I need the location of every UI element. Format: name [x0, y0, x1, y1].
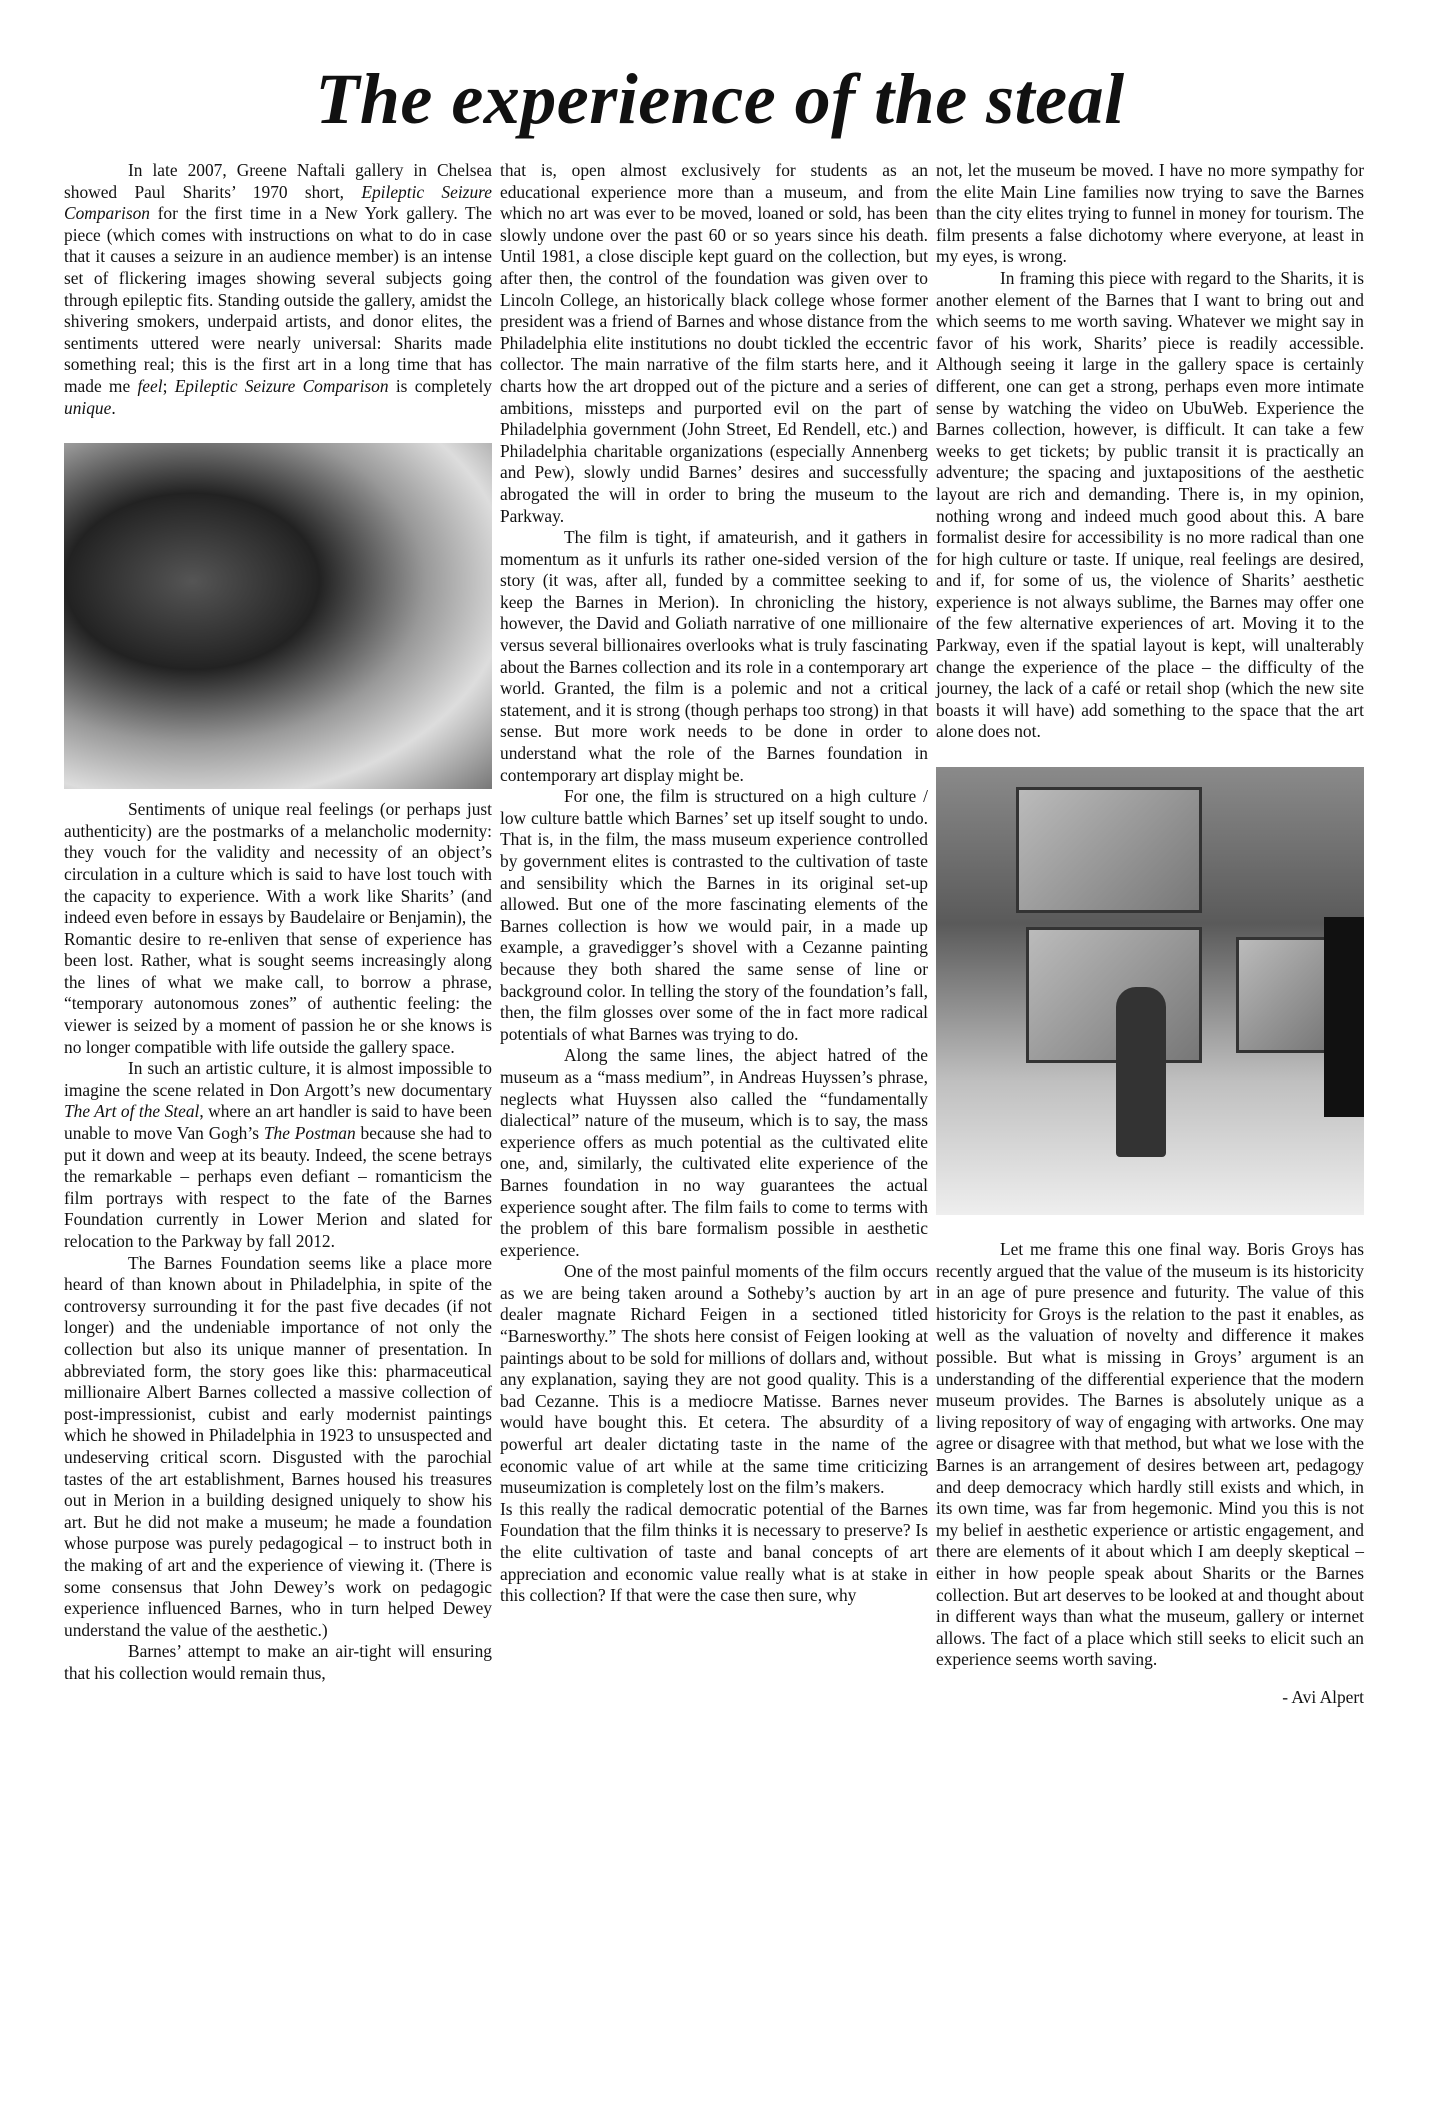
text-run: Let me frame this one final way. Boris Groys has recently argued that the value of the museum is its historicity in an age of pure presence and futurity. The value of this historicity for Groys is the relation to the past it enables, as well as the valuation of novelty and difference it makes possible. But what is missing in Groys’ argument is an understanding of the differential experience that the modern museum provides. The Barnes is absolutely unique as a living repository of way of engaging with artworks. One may agree or disagree with that method, but what we lose with the Barnes is an arrangement of desires between art, pedagogy and deep democracy which hardly still exists and which, in its own time, was far from hegemonic. Mind you this is not my belief in aesthetic experience or artistic engagement, and there are elements of it about which I am deeply skeptical – either in how people speak about Sharits or the Barnes collection. But art deserves to be looked at and thought about in different ways than what the museum, gallery or internet allows. The fact of a place which still seeks to elicit such an experience seems worth saving.	[936, 1239, 1364, 1670]
paragraph	[500, 1499, 928, 1607]
paragraph	[64, 1641, 492, 1684]
text-run: because she had to put it down and weep at its beauty. Indeed, the scene betrays the remarkable – perhaps even defiant – romanticism the film portrays with respect to the fate of the Barnes Foundation currently in Lower Merion and slated for relocation to the Parkway by fall 2012.	[64, 1123, 492, 1251]
paragraph	[936, 160, 1364, 268]
text-run: Along the same lines, the abject hatred of the museum as a “mass medium”, in Andreas Huyssen’s phrase, neglects what Huyssen also called the “fundamentally dialectical” nature of the museum, which is to say, the mass experience offers as much potential as the cultivated elite one, and, similarly, the cultivated elite experience of the Barnes foundation in no way guarantees the actual experience sought after. The film fails to come to terms with the problem of this bare formalism possible in aesthetic experience.	[500, 1045, 928, 1260]
text-run: For one, the film is structured on a high culture / low culture battle which Barnes’ set up itself sought to undo. That is, in the film, the mass museum experience controlled by government elites is contrasted to the cultivation of taste and sensibility which the Barnes in its original set-up allowed. But one of the more fascinating elements of the Barnes collection is how we would pair, in a made up example, a gravedigger’s shovel with a Cezanne painting because they both shared the same sense of line or background color. In telling the story of the foundation’s fall, then, the film glosses over some of the in fact more radical potentials of what Barnes was trying to do.	[500, 786, 928, 1044]
paragraph	[936, 1239, 1364, 1671]
text-run: In framing this piece with regard to the Sharits, it is another element of the Barnes that I want to bring out and which seems to me worth saving. Whatever we might say in favor of his work, Sharits’ piece is readily accessible. Although seeing it large in the gallery space is certainly different, one can get a strong, perhaps even more intimate sense by watching the video on UbuWeb. Experience the Barnes collection, however, is difficult. It can take a few weeks to get tickets; by public transit it is practically an adventure; the spacing and juxtapositions of the aesthetic layout are rich and demanding. There is, in my opinion, nothing wrong and indeed much good about this. A bare formalist desire for accessibility is no more radical than one for high culture or taste. If unique, real feelings are desired, and if, for some of us, the violence of Sharits’ aesthetic experience is not always sublime, the Barnes may offer one of the few alternative experiences of art. Moving it to the Parkway, even if the spatial layout is kept, will unalterably change the experience of the place – the difficulty of the journey, the lack of a café or retail shop (which the new site boasts it will have) add something to the space that the art alone does not.	[936, 267, 1364, 742]
paragraph	[936, 268, 1364, 743]
italic-title: unique	[64, 397, 112, 418]
column-2	[500, 160, 928, 1607]
standing-man-figure	[1116, 987, 1166, 1157]
column-text	[936, 160, 1364, 743]
paragraph	[500, 786, 928, 1045]
paragraph	[500, 160, 928, 527]
text-run: .	[111, 397, 116, 418]
painting	[1016, 787, 1202, 913]
column-text	[64, 799, 492, 1684]
text-run: In late 2007, Greene Naftali gallery in Chelsea showed Paul Sharits’ 1970 short,	[64, 160, 492, 202]
column-text	[936, 1239, 1364, 1671]
painting	[1026, 927, 1202, 1063]
italic-title: The Art of the Steal	[64, 1101, 200, 1122]
text-run: that is, open almost exclusively for students as an educational experience more than a museum, and from which no art was ever to be moved, loaned or sold, has been slowly undone over the past 60 or so years since his death. Until 1981, a close disciple kept guard on the collection, but after then, the control of the foundation was given over to Lincoln College, an historically black college whose former president was a friend of Barnes and whose distance from the Philadelphia elite institutions no doubt tickled the eccentric collector. The main narrative of the film starts here, and it charts how the art dropped out of the picture and a series of ambitions, missteps and purported evil on the part of Philadelphia government (John Street, Ed Rendell, etc.) and Philadelphia charitable organizations (especially Annenberg and Pew), slowly undid Barnes’ desires and successfully abrogated the will in order to bring the museum to the Parkway.	[500, 160, 928, 526]
text-run: not, let the museum be moved. I have no more sympathy for the elite Main Line families now trying to save the Barnes than the city elites trying to funnel in money for tourism. The film presents a false dichotomy where everyone, at least in my eyes, is wrong.	[936, 160, 1364, 267]
text-run: Barnes’ attempt to make an air-tight will ensuring that his collection would remain thus,	[64, 1641, 492, 1683]
italic-title: Epileptic Seizure Comparison	[174, 375, 389, 396]
text-run: Is this really the radical democratic potential of the Barnes Foundation that the film thinks it is necessary to preserve? Is the elite cultivation of taste and banal concepts of art appreciation and economic value really what is at stake in this collection? If that were the case then sure, why	[500, 1498, 928, 1606]
text-run: , where an art handler is said to have been unable to move Van Gogh’s	[64, 1101, 492, 1144]
text-run: ;	[162, 375, 175, 396]
column-3	[936, 160, 1364, 1709]
column-1	[64, 160, 492, 1684]
paragraph	[64, 1253, 492, 1642]
film-still-photo	[64, 443, 492, 789]
doorway	[1324, 917, 1364, 1117]
barnes-gallery-photo	[936, 767, 1364, 1215]
text-run: In such an artistic culture, it is almost impossible to imagine the scene related in Don Argott’s new documentary	[64, 1058, 492, 1100]
column-text	[64, 160, 492, 419]
italic-title: Epileptic Seizure Comparison	[64, 181, 492, 224]
text-run: The film is tight, if amateurish, and it gathers in momentum as it unfurls its rather one-sided version of the story (it was, after all, funded by a committee seeking to keep the Barnes in Merion). In chronicling the history, however, the David and Goliath narrative of one millionaire versus several billionaires overlooks what is truly fascinating about the Barnes collection and its role in a contemporary art world. Granted, the film is a polemic and not a critical statement, and it is strong (though perhaps too strong) in that sense. But more work needs to be done in order to understand what the role of the Barnes foundation in contemporary art display might be.	[500, 527, 928, 785]
text-run: Sentiments of unique real feelings (or perhaps just authenticity) are the postmarks of a melancholic modernity: they vouch for the validity and necessity of an object’s circulation in a culture which is said to have lost touch with the capacity to experience. With a work like Sharits’ (and indeed even before in essays by Baudelaire or Benjamin), the Romantic desire to re-enliven that sense of experience has been lost. Rather, what is sought seems increasingly along the lines of what we make call, to borrow a phrase, “temporary autonomous zones” of authentic feeling: the viewer is seized by a moment of passion he or she knows is no longer compatible with life outside the gallery space.	[64, 799, 492, 1057]
italic-title: The Postman	[263, 1123, 356, 1144]
paragraph	[64, 1058, 492, 1252]
paragraph	[500, 1045, 928, 1261]
paragraph	[500, 1261, 928, 1499]
text-run: for the first time in a New York gallery. The piece (which comes with instructions on what to do in case that it causes a seizure in an audience member) is an intense set of flickering images showing several subjects going through epileptic fits. Standing outside the gallery, amidst the shivering smokers, underpaid artists, and donor elites, the sentiments uttered were nearly universal: Sharits made something real; this is the first art in a long time that has made me	[64, 203, 492, 396]
text-run: is completely	[388, 375, 492, 396]
paragraph	[64, 160, 492, 419]
italic-title: feel	[137, 375, 163, 396]
column-text	[500, 160, 928, 1607]
painting	[1236, 937, 1332, 1053]
text-run: One of the most painful moments of the film occurs as we are being taken around a Sotheby’s auction by art dealer magnate Richard Feigen in a sectioned titled “Barnesworthy.” The shots here consist of Feigen looking at paintings about to be sold for millions of dollars and, without any explanation, saying they are not good quality. This is a bad Cezanne. This is a mediocre Matisse. Barnes never would have bought this. Et cetera. The absurdity of a powerful art dealer dictating taste in the name of the economic value of art while at the same time criticizing museumization is completely lost on the film’s makers.	[500, 1261, 928, 1498]
paragraph	[500, 527, 928, 786]
text-run: The Barnes Foundation seems like a place more heard of than known about in Philadelphia, in spite of the controversy surrounding it for the past five decades (if not longer) and the undeniable importance of not only the collection but also its unique manner of presentation. In abbreviated form, the story goes like this: pharmaceutical millionaire Albert Barnes collected a massive collection of post-impressionist, cubist and early modernist paintings which he showed in Philadelphia in 1923 to unsuspected and undeserving critical scorn. Disgusted with the parochial tastes of the art establishment, Barnes housed his treasures out in Merion in a building designed uniquely to show his art. But he did not make a museum; he made a foundation whose purpose was purely pedagogical – to instruct both in the making of art and the experience of viewing it. (There is some consensus that John Dewey’s work on pedagogic experience influenced Barnes, who in turn helped Dewey understand the value of the aesthetic.)	[64, 1252, 492, 1640]
author-signature: - Avi Alpert	[1282, 1686, 1364, 1707]
article-title: The experience of the steal	[315, 59, 1125, 139]
paragraph	[64, 799, 492, 1058]
